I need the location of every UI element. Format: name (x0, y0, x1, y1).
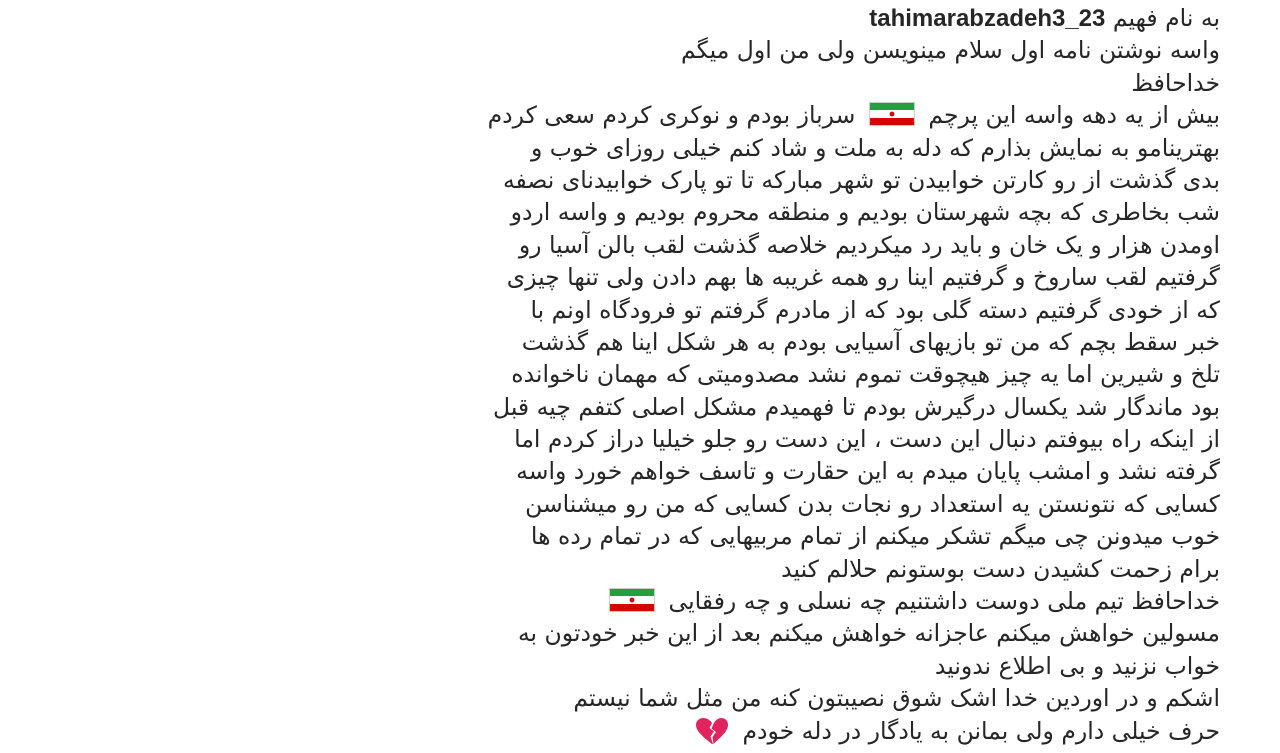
caption-line (60, 2, 1220, 34)
caption-line: بهترینامو به نمایش بذارم که دله به ملت و شاد کنم خیلی روزای خوب و (530, 133, 1220, 162)
caption-line: مسولین خواهش میکنم عاجزانه خواهش میکنم بعد از این خبر خودتون به (517, 619, 1220, 648)
caption-line: بدی گذشت از رو کارتن خوابیدن تو شهر مبارکه تا تو پارک خوابیدنای نصفه (502, 165, 1220, 194)
caption-text (60, 0, 1220, 747)
caption-line (60, 99, 1220, 131)
caption-line: اشکم و در اوردین خدا اشک شوق نصیبتون کنه من مثل شما نیستم (573, 684, 1220, 713)
caption-line: گرفتیم لقب ساروخ و گرفتیم اینا رو همه غریبه ها بهم دادن ولی تنها چیزی (506, 263, 1220, 292)
caption-line: کسایی که نتونستن یه استعداد رو نجات بدن کسایی که من رو میشناسن (525, 489, 1220, 518)
caption-line: خبر سقط بچم که من تو بازیهای آسیایی بودم به هر شکل اینا هم گذشت (521, 327, 1220, 356)
broken-heart-icon (695, 717, 729, 745)
caption-line (60, 585, 1220, 617)
username-link[interactable]: tahimarabzadeh3_23 (869, 5, 1106, 32)
caption-line: واسه نوشتن نامه اول سلام مینویسن ولی من اول میگم (681, 36, 1220, 65)
iran-flag-icon (609, 588, 655, 612)
iran-flag-icon (869, 102, 915, 126)
caption-line: اومدن هزار و یک خان و باید رد میکردیم خلاصه گذشت لقب بالن آسیا رو (518, 230, 1220, 259)
caption-line: خوب میدونن چی میگم تشکر میکنم از تمام مربیهایی که در تمام رده ها (530, 522, 1220, 551)
caption-line: خداحافظ (1131, 68, 1220, 97)
caption-line: برام زحمت کشیدن دست بوستونم حلالم کنید (781, 554, 1220, 583)
caption-segment: بیش از یه دهه واسه این پرچم (928, 101, 1220, 130)
caption-line: که از خودی گرفتیم دسته گلی بود که از مادرم گرفتم تو فرودگاه اونم با (530, 295, 1220, 324)
caption-line: بود ماندگار شد یکسال درگیرش بودم تا فهمیدم مشکل اصلی کتفم چیه قبل (493, 392, 1220, 421)
caption-line: از اینکه راه بیوفتم دنبال این دست ، این دست رو جلو خیلیا دراز کردم اما (514, 425, 1220, 454)
caption-line: شب بخاطری که بچه شهرستان بودیم و منطقه محروم بودیم و واسه اردو (510, 198, 1220, 227)
caption-line: تلخ و شیرین اما یه چیز هیچوقت تموم نشد مصدومیتی که مهمان ناخوانده (511, 360, 1220, 389)
caption-line: گرفته نشد و امشب پایان میدم به این حقارت و تاسف خواهم خورد واسه (516, 457, 1220, 486)
caption-segment: خداحافظ تیم ملی دوست داشتنیم چه نسلی و چه رفقایی (668, 587, 1220, 616)
caption-segment: سرباز بودم و نوکری کردم سعی کردم (487, 101, 856, 130)
caption-line (60, 715, 1220, 747)
caption-segment: حرف خیلی دارم ولی بمانن به یادگار در دله خودم (742, 716, 1220, 745)
caption-line: خواب نزنید و بی اطلاع ندونید (934, 651, 1220, 680)
caption-greeting: به نام فهیم (1112, 4, 1220, 32)
instagram-post-caption (60, 0, 1220, 745)
